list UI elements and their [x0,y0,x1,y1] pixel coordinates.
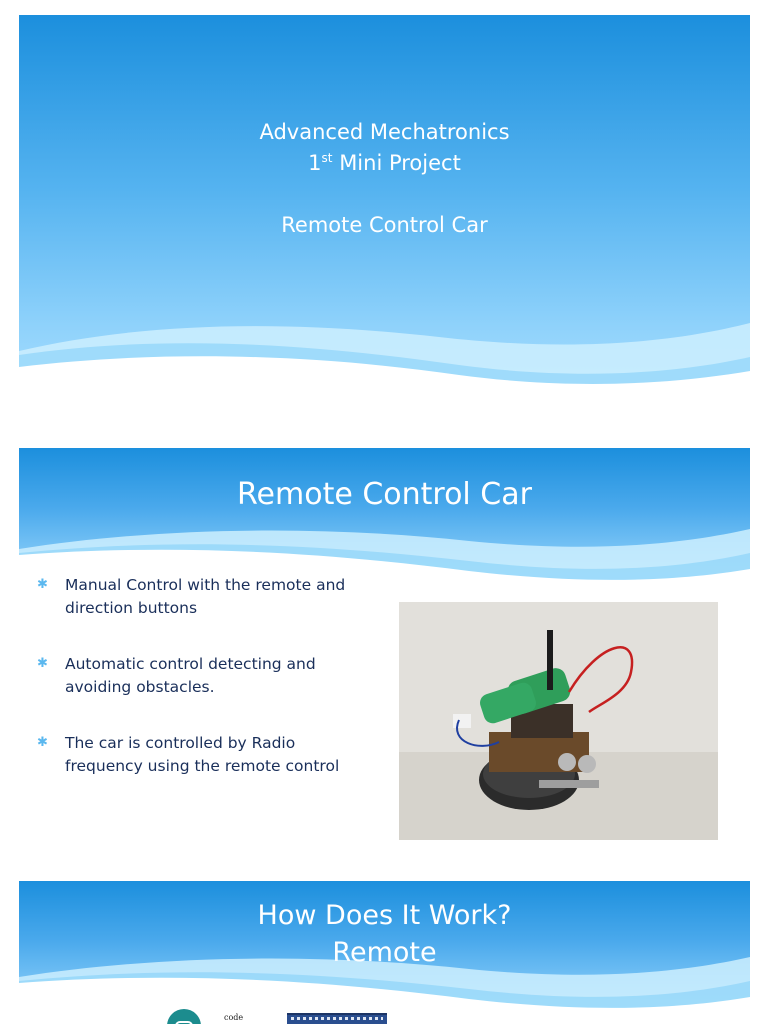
bullet-text: Automatic control detecting and avoiding obstacles. [65,655,316,696]
content-slide [19,881,750,1024]
wave-decoration [19,315,750,404]
bullet-item [37,732,347,777]
slide-title [19,117,750,241]
circuit-board-image [287,1013,387,1024]
title-line-2 [19,148,750,179]
bullet-item [37,653,347,698]
heading-line-1: How Does It Work? [257,900,512,931]
slide-subtitle: Remote Control Car [281,213,488,237]
title-line-1: Advanced Mechatronics [259,120,510,144]
code-label: code [224,1013,244,1022]
title-slide [19,15,750,404]
title-superscript: st [321,151,333,165]
title-rest: Mini Project [332,151,461,175]
asterisk-bullet-icon: ✱ [37,656,48,671]
title-number: 1 [308,151,322,175]
content-slide [19,448,750,853]
asterisk-bullet-icon: ✱ [37,735,48,750]
bullet-text: The car is controlled by Radio frequency using the remote control [65,734,340,775]
asterisk-bullet-icon: ✱ [37,577,48,592]
slide-heading: Remote Control Car [237,477,532,512]
robot-car-photo [399,602,718,840]
bullet-list [37,574,347,811]
bullet-text: Manual Control with the remote and direction buttons [65,576,346,617]
heading-line-2: Remote [332,937,437,968]
bullet-item [37,574,347,619]
robot-car-illustration [399,602,718,840]
slide-heading [19,897,750,971]
